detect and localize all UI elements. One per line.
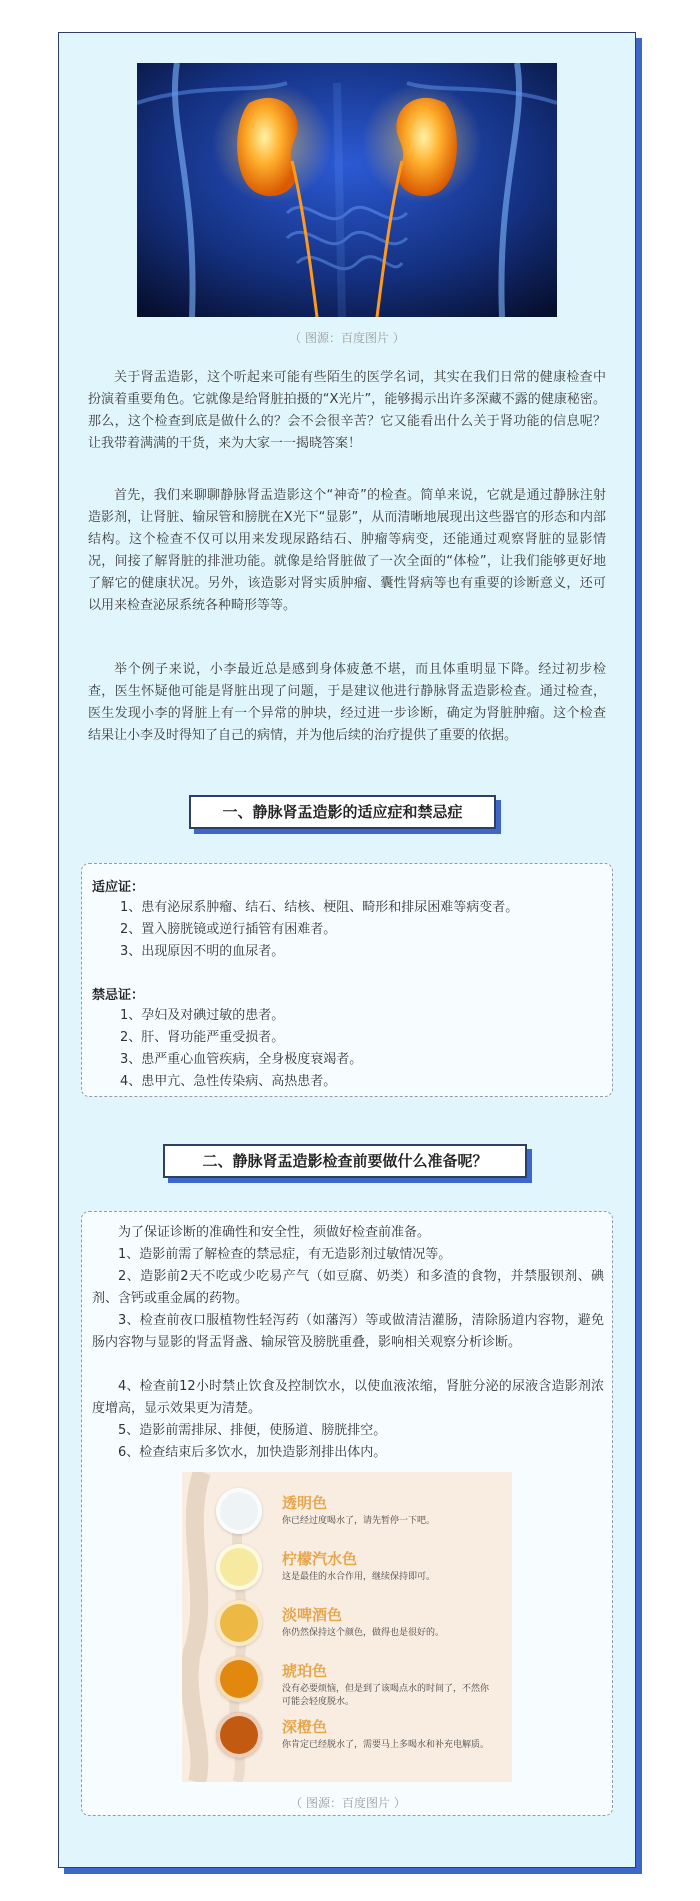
contraindication-item: 3、患严重心血管疾病，全身极度衰竭者。 — [120, 1052, 363, 1067]
urine-color-chart — [182, 1472, 512, 1782]
urine-row-clear — [182, 1488, 512, 1544]
indication-item: 2、置入膀胱镜或逆行插管有困难者。 — [120, 922, 337, 937]
contraindication-item: 4、患甲亢、急性传染病、高热患者。 — [120, 1074, 337, 1089]
urine-color-desc: 你已经过度喝水了，请先暂停一下吧。 — [282, 1516, 436, 1526]
indication-item: 1、患有泌尿系肿瘤、结石、结核、梗阻、畸形和排尿困难等病变者。 — [120, 900, 519, 915]
section2-heading-box — [163, 1144, 527, 1178]
urine-row-pale-beer — [182, 1600, 512, 1656]
prep-paragraph: 6、检查结束后多饮水，加快造影剂排出体内。 — [118, 1445, 387, 1460]
pale-beer-cup-icon — [216, 1600, 262, 1646]
urine-color-name: 柠檬汽水色 — [282, 1550, 358, 1568]
prep-paragraph: 2、造影前2天不吃或少吃易产气（如豆腐、奶类）和多渣的食物，并禁服钡剂、碘剂、含钙或重金属的药物。 — [92, 1269, 604, 1306]
urine-color-desc: 你仍然保持这个颜色，做得也是很好的。 — [282, 1628, 445, 1638]
prep-paragraph: 为了保证诊断的准确性和安全性，须做好检查前准备。 — [118, 1225, 431, 1240]
urine-color-name: 透明色 — [282, 1494, 328, 1512]
section1-heading-box — [189, 795, 496, 829]
contraindications-title: 禁忌证： — [92, 988, 145, 1003]
urine-color-desc: 你肯定已经脱水了，需要马上多喝水和补充电解质。 — [282, 1740, 490, 1750]
chart-caption: （ 图源：百度图片 ） — [290, 1796, 406, 1810]
urine-color-name: 琥珀色 — [282, 1662, 328, 1680]
intro-paragraph-2: 首先，我们来聊聊静脉肾盂造影这个“神奇”的检查。简单来说，它就是通过静脉注射造影剂，让肾脏、输尿管和膀胱在X光下“显影”，从而清晰地展现出这些器官的形态和内部结构。这个检查不仅可以用来发现尿路结石、肿瘤等病变，还能通过观察肾脏的显影情况，间接了解肾脏的排泄功能。就像是给肾脏做了一次全面的“体检”，让我们能够更好地了解它的健康状况。另外，该造影对肾实质肿瘤、囊性肾病等也有重要的诊断意义，还可以用来检查泌尿系统各种畸形等等。 — [88, 488, 606, 613]
intro-paragraph-1: 关于肾盂造影，这个听起来可能有些陌生的医学名词，其实在我们日常的健康检查中扮演着重要角色。它就像是给肾脏拍摄的“X光片”，能够揭示出许多深藏不露的健康秘密。那么，这个检查到底是做什么的？会不会很辛苦？它又能看出什么关于肾功能的信息呢？让我带着满满的干货，来为大家一一揭晓答案！ — [88, 370, 606, 451]
prep-paragraph: 3、检查前夜口服植物性轻泻药（如藩泻）等或做清洁灌肠，清除肠道内容物，避免肠内容物与显影的肾盂肾盏、输尿管及膀胱重叠，影响相关观察分析诊断。 — [92, 1313, 604, 1350]
lemon-cup-icon — [216, 1544, 262, 1590]
indications-box — [81, 863, 613, 1097]
amber-cup-icon — [216, 1656, 262, 1702]
kidney-image — [137, 63, 557, 317]
prep-paragraph: 1、造影前需了解检查的禁忌症，有无造影剂过敏情况等。 — [118, 1247, 452, 1262]
urine-color-desc: 没有必要烦恼，但是到了该喝点水的时间了，不然你可能会轻度脱水。 — [282, 1684, 490, 1707]
section1-heading: 一、静脉肾盂造影的适应症和禁忌症 — [189, 795, 496, 829]
urine-row-dark-orange — [182, 1712, 512, 1768]
urine-color-desc: 这是最佳的水合作用，继续保持即可。 — [282, 1572, 436, 1582]
indications-title: 适应证： — [92, 880, 145, 895]
contraindication-item: 2、肝、肾功能严重受损者。 — [120, 1030, 285, 1045]
indication-item: 3、出现原因不明的血尿者。 — [120, 944, 285, 959]
intro-paragraph-3: 举个例子来说，小李最近总是感到身体疲惫不堪，而且体重明显下降。经过初步检查，医生怀疑他可能是肾脏出现了问题，于是建议他进行静脉肾盂造影检查。通过检查，医生发现小李的肾脏上有一个异常的肿块，经过进一步诊断，确定为肾脏肿瘤。这个检查结果让小李及时得知了自己的病情，并为他后续的治疗提供了重要的依据。 — [88, 662, 606, 743]
prep-paragraph: 5、造影前需排尿、排便，使肠道、膀胱排空。 — [118, 1423, 387, 1438]
prep-paragraph: 4、检查前12小时禁止饮食及控制饮水，以使血液浓缩，肾脏分泌的尿液含造影剂浓度增高，显示效果更为清楚。 — [92, 1379, 604, 1416]
clear-cup-icon — [216, 1488, 262, 1534]
article-card — [58, 32, 636, 1868]
hero-caption: （ 图源：百度图片 ） — [289, 331, 405, 345]
kidney-illustration — [137, 63, 557, 317]
preparation-box — [81, 1211, 613, 1816]
dark-orange-cup-icon — [216, 1712, 262, 1758]
urine-color-name: 深橙色 — [282, 1718, 328, 1736]
urine-row-amber — [182, 1656, 512, 1712]
urine-color-name: 淡啤酒色 — [282, 1606, 343, 1624]
section2-heading: 二、静脉肾盂造影检查前要做什么准备呢？ — [163, 1144, 527, 1178]
urine-row-lemon — [182, 1544, 512, 1600]
contraindication-item: 1、孕妇及对碘过敏的患者。 — [120, 1008, 285, 1023]
